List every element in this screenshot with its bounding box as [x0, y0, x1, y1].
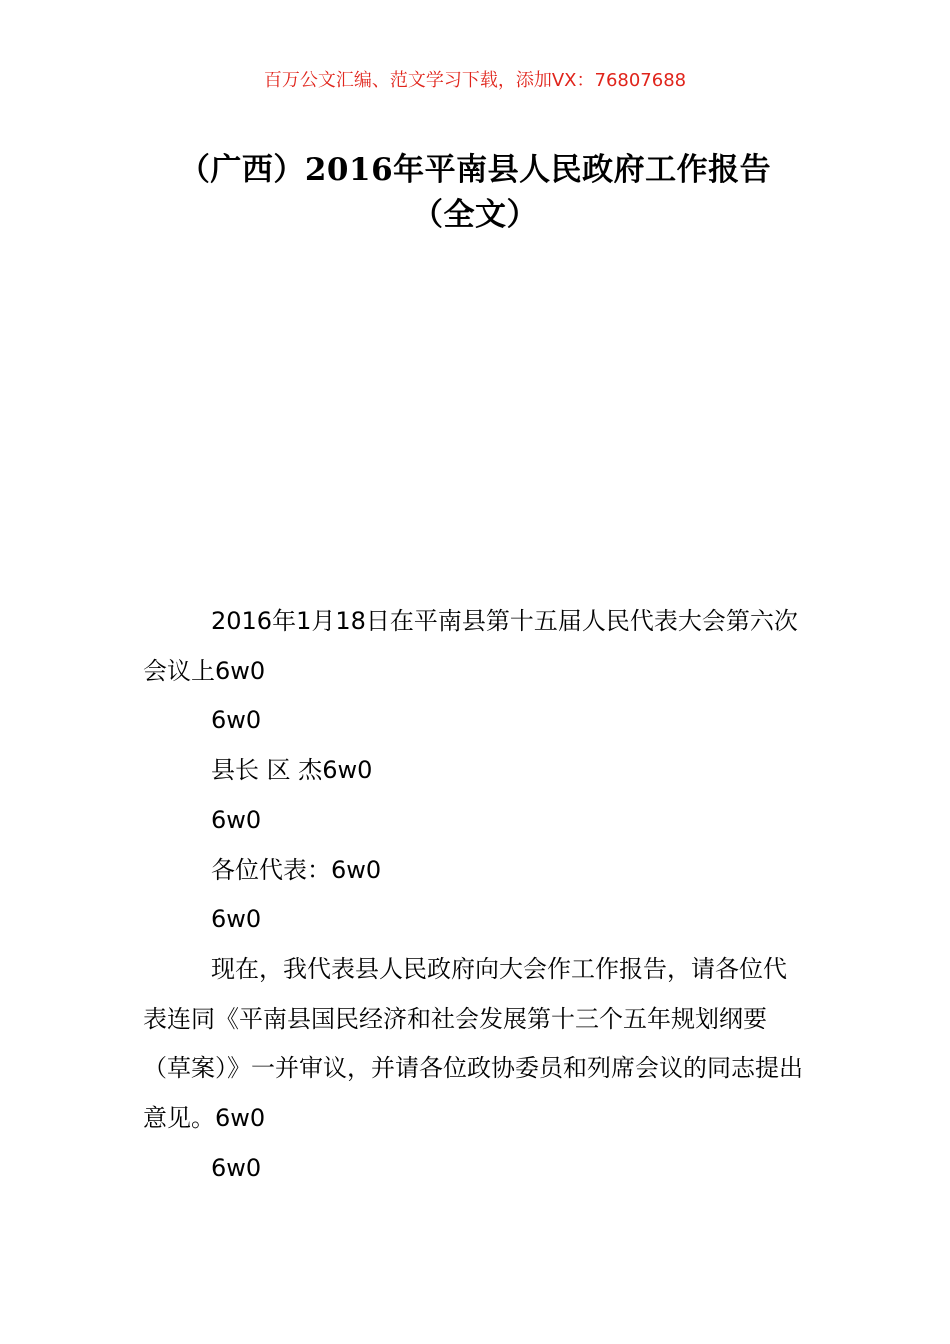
paragraph-opening: 现在，我代表县人民政府向大会作工作报告，请各位代表连同《平南县国民经济和社会发展第十三个五年规划纲要（草案）》一并审议，并请各位政协委员和列席会议的同志提出意见。6w0: [143, 954, 803, 1133]
document-body: [143, 597, 808, 1193]
paragraph-spacer: 6w0: [211, 805, 262, 834]
title-line-1: （广西）2016年平南县人民政府工作报告: [178, 152, 772, 188]
paragraph-spacer: 6w0: [211, 905, 262, 934]
document-title: [120, 148, 830, 238]
paragraph-meeting-info: 2016年1月18日在平南县第十五届人民代表大会第六次会议上6w0: [143, 607, 798, 685]
paragraph-salutation: 各位代表：6w0: [211, 855, 382, 884]
title-line-2: （全文）: [412, 197, 538, 233]
paragraph-spacer: 6w0: [211, 706, 262, 735]
header-watermark-note: 百万公文汇编、范文学习下载，添加VX：76807688: [263, 70, 687, 91]
paragraph-speaker: 县长 区 杰6w0: [211, 756, 373, 785]
paragraph-spacer: 6w0: [211, 1153, 262, 1182]
